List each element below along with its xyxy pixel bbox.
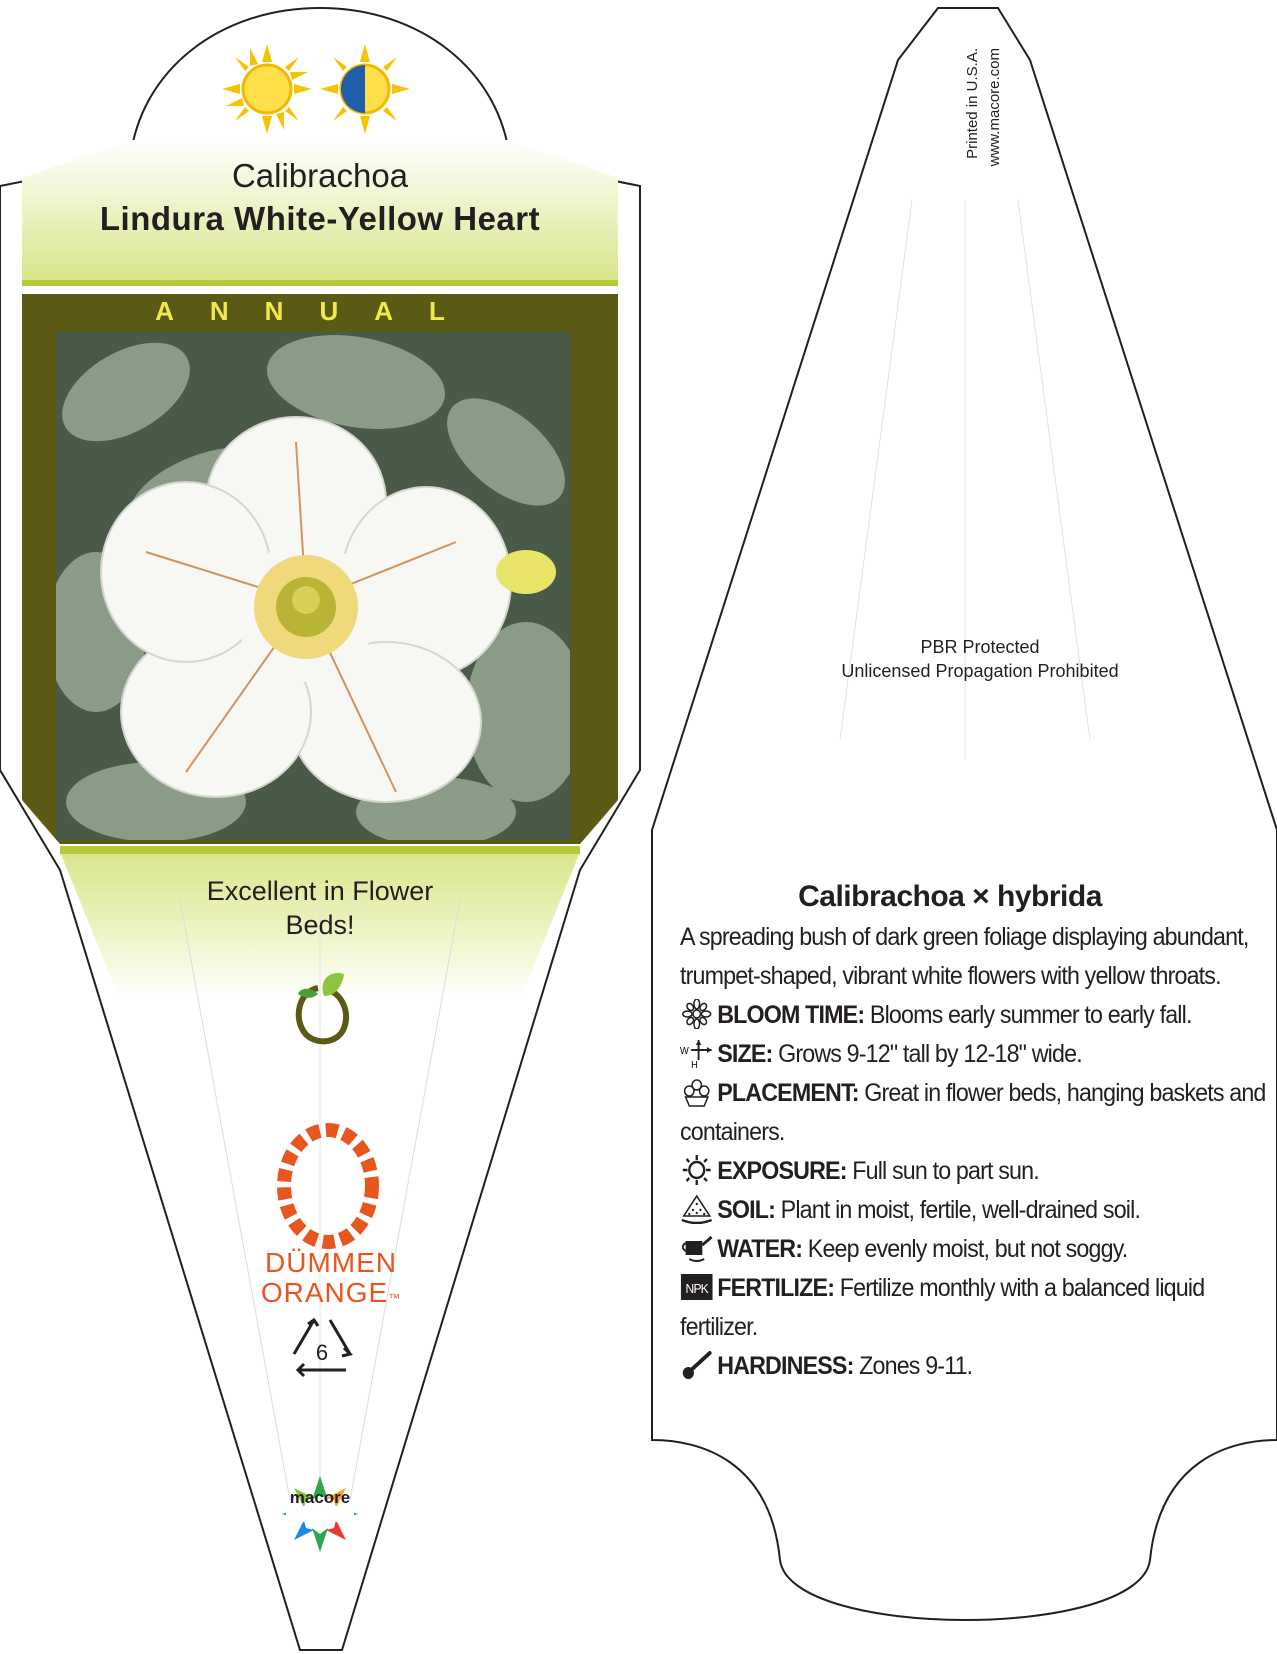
- care-hardiness: [680, 1347, 1275, 1386]
- dummen-orange-logo: [258, 1122, 398, 1252]
- category-label: ANNUAL: [155, 296, 481, 326]
- water-icon: [680, 1233, 713, 1263]
- thermometer-icon: [680, 1350, 713, 1380]
- full-sun-icon: [222, 44, 312, 134]
- exposure-label: EXPOSURE:: [717, 1157, 847, 1185]
- bloom-label: BLOOM TIME:: [717, 1001, 865, 1029]
- care-soil: [680, 1191, 1275, 1230]
- care-info: [680, 880, 1266, 1386]
- water-label: WATER:: [717, 1235, 803, 1263]
- pbr-line-2: Unlicensed Propagation Prohibited: [841, 661, 1119, 681]
- printed-line-1: Printed in U.S.A.: [964, 48, 981, 159]
- care-size: [680, 1035, 1275, 1074]
- size-label: SIZE:: [717, 1040, 773, 1068]
- size-icon-h: H: [691, 1059, 698, 1068]
- variety-title: Lindura White-Yellow Heart: [99, 200, 541, 237]
- care-exposure: [680, 1152, 1275, 1191]
- soil-icon: [680, 1194, 713, 1224]
- bloom-icon: [680, 999, 713, 1029]
- bloom-text: Blooms early summer to early fall.: [864, 1001, 1192, 1029]
- macore-logo: [280, 1474, 360, 1554]
- title-underline: [22, 280, 618, 286]
- recycle-code: 6: [315, 1340, 329, 1365]
- fertilize-label: FERTILIZE:: [717, 1274, 835, 1302]
- hardiness-label: HARDINESS:: [717, 1352, 854, 1380]
- pbr-line-1: PBR Protected: [920, 637, 1040, 657]
- size-text: Grows 9-12" tall by 12-18" wide.: [772, 1040, 1082, 1068]
- product-photo: [56, 332, 570, 840]
- plant-logo-icon: [288, 968, 352, 1048]
- soil-text: Plant in moist, fertile, well-drained soil.: [775, 1196, 1141, 1224]
- printed-line-2: www.macore.com: [986, 48, 1003, 167]
- soil-label: SOIL:: [717, 1196, 776, 1224]
- printed-in-usa: [962, 48, 1006, 228]
- water-text: Keep evenly moist, but not soggy.: [802, 1235, 1128, 1263]
- placement-text: Great in flower beds, hanging baskets and containers.: [680, 1079, 1266, 1146]
- care-placement: [680, 1074, 1275, 1152]
- npk-icon-text: NPK: [685, 1281, 708, 1297]
- macore-wordmark: macore: [289, 1488, 351, 1507]
- species-heading: Calibrachoa × hybrida: [798, 880, 1102, 913]
- grower-brand: DÜMMEN ORANGE™: [260, 1247, 402, 1308]
- part-sun-icon: [320, 44, 410, 134]
- npk-icon: [680, 1272, 713, 1302]
- placement-icon: [680, 1077, 713, 1107]
- fertilize-text: Fertilize monthly with a balanced liquid fertilizer.: [680, 1274, 1205, 1341]
- size-icon-w: W: [680, 1045, 688, 1058]
- care-bloom: [680, 996, 1275, 1035]
- size-icon: [680, 1038, 713, 1068]
- tagline: Excellent in Flower Beds!: [206, 876, 434, 940]
- exposure-icon: [680, 1155, 713, 1185]
- description: A spreading bush of dark green foliage displaying abundant, trumpet-shaped, vibrant white flowers with yellow throats.: [680, 923, 1249, 990]
- hardiness-text: Zones 9-11.: [853, 1352, 973, 1380]
- pbr-notice: [770, 635, 1190, 683]
- placement-label: PLACEMENT:: [717, 1079, 859, 1107]
- exposure-text: Full sun to part sun.: [846, 1157, 1039, 1185]
- care-water: [680, 1230, 1275, 1269]
- care-fertilize: [680, 1269, 1275, 1347]
- genus-title: Calibrachoa: [231, 157, 409, 194]
